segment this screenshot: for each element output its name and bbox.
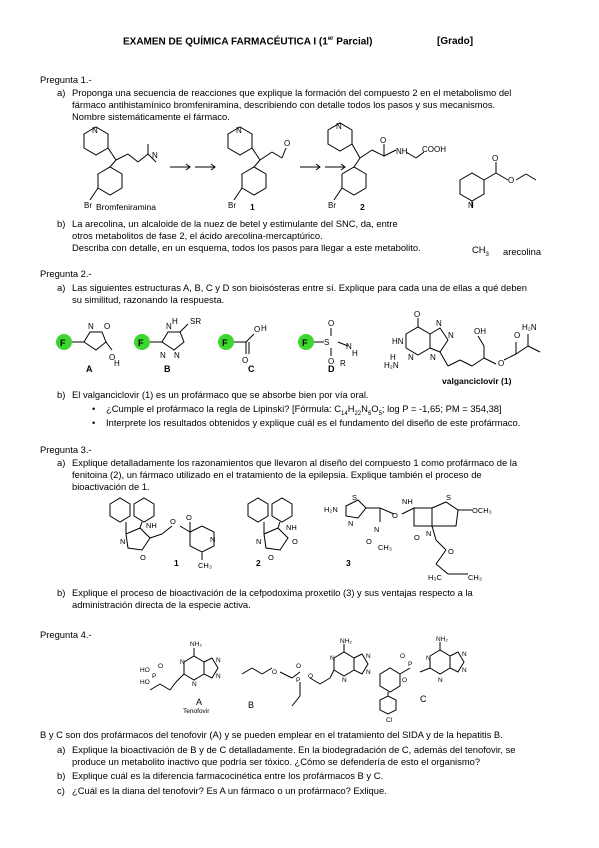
- svg-text:O: O: [392, 511, 398, 520]
- svg-text:H: H: [114, 359, 120, 368]
- q2-b-line: El valganciclovir (1) es un profármaco que se absorbe bien por vía oral.: [72, 389, 369, 400]
- structure-c: [234, 334, 254, 354]
- compound-3-structure: [346, 500, 472, 574]
- svg-text:N: N: [430, 353, 436, 362]
- svg-text:O: O: [492, 154, 499, 163]
- svg-text:H: H: [352, 349, 358, 358]
- svg-text:S: S: [352, 493, 358, 502]
- arecoline-label: arecolina: [503, 246, 542, 257]
- svg-text:H: H: [261, 324, 267, 333]
- q1-a-line-1: Proponga una secuencia de reacciones que explique la formación del compuesto 2 en el metabolismo del: [72, 87, 512, 98]
- q3-compound-1-label: 1: [174, 558, 179, 568]
- fluorine-highlights: [56, 334, 314, 350]
- svg-text:O: O: [498, 359, 505, 368]
- q4-label-c: C: [420, 694, 427, 704]
- svg-text:O: O: [448, 547, 454, 556]
- methyl-label: $CH_3$: [472, 244, 489, 258]
- svg-text:P: P: [408, 661, 413, 668]
- structure-d-label: D: [328, 364, 335, 374]
- svg-text:NH₂: NH₂: [436, 636, 448, 643]
- q4-b-line: Explique cuál es la diferencia farmacocinética entre los profármacos B y C.: [72, 770, 384, 781]
- svg-text:N: N: [426, 655, 431, 662]
- svg-text:O: O: [328, 319, 335, 328]
- svg-text:NH: NH: [402, 497, 413, 506]
- question-1-heading: Pregunta 1.-: [40, 74, 92, 85]
- compound-2-label: 2: [360, 202, 365, 212]
- svg-text:R: R: [340, 359, 346, 368]
- svg-text:N: N: [192, 681, 197, 688]
- svg-text:O: O: [296, 663, 302, 670]
- q3-b-marker: b): [57, 587, 66, 598]
- svg-text:N: N: [462, 651, 467, 658]
- q1-a-line-3: Nombre sistemáticamente el fármaco.: [72, 111, 230, 122]
- svg-text:O: O: [109, 353, 116, 362]
- svg-text:N: N: [438, 677, 443, 684]
- svg-text:O: O: [402, 677, 408, 684]
- q2-structures: [44, 308, 584, 388]
- svg-text:F: F: [138, 338, 144, 348]
- q3-a-line-1: Explique detalladamente los razonamientos que llevaron al diseño del compuesto 1 como profármaco de la: [72, 457, 518, 468]
- svg-text:NH₂: NH₂: [340, 638, 352, 645]
- q4-intro: B y C son dos profármacos del tenofovir (A) y se pueden emplear en el tratamiento del SIDA y de la hepatitis B.: [40, 729, 503, 740]
- svg-text:P: P: [296, 677, 301, 684]
- svg-text:Br: Br: [328, 201, 336, 210]
- svg-text:N: N: [448, 331, 454, 340]
- svg-text:H: H: [172, 317, 178, 326]
- svg-text:O: O: [400, 653, 406, 660]
- svg-text:F: F: [222, 338, 228, 348]
- svg-text:NH: NH: [146, 521, 157, 530]
- q3-a-line-2: fenitoina (2), un fármaco utilizado en el tratamiento de la epilepsia. Explique también el proceso de: [72, 469, 482, 480]
- svg-text:CH₃: CH₃: [378, 543, 392, 552]
- q3-compound-3-label: 3: [346, 558, 351, 568]
- q2-b-marker: b): [57, 389, 66, 400]
- svg-text:N: N: [336, 122, 342, 131]
- svg-text:N: N: [426, 529, 432, 538]
- svg-text:NH₂: NH₂: [190, 641, 202, 648]
- svg-text:OCH₃: OCH₃: [472, 506, 492, 515]
- svg-text:N: N: [216, 657, 221, 664]
- svg-text:O: O: [414, 310, 421, 319]
- exam-title: EXAMEN DE QUÍMICA FARMACÉUTICA I (1er Parcial): [123, 36, 373, 48]
- svg-text:Br: Br: [228, 201, 236, 210]
- q2-bullet-1-dot: •: [92, 403, 96, 414]
- svg-text:N: N: [210, 535, 216, 544]
- svg-text:N: N: [366, 669, 371, 676]
- q4-c-marker: c): [57, 785, 65, 796]
- svg-text:F: F: [60, 338, 66, 348]
- svg-text:O: O: [140, 553, 146, 562]
- svg-text:O: O: [366, 537, 372, 546]
- svg-text:Cl: Cl: [386, 717, 393, 724]
- svg-text:H₃C: H₃C: [428, 573, 442, 582]
- q4-b-marker: b): [57, 770, 66, 781]
- svg-text:H: H: [390, 353, 396, 362]
- svg-text:H₂N: H₂N: [522, 323, 537, 332]
- q1-b-line-2: otros metabolitos de fase 2, el ácido arecolina-mercaptúrico.: [72, 230, 323, 241]
- bromfeniramine-structure: [84, 127, 156, 200]
- svg-text:P: P: [152, 673, 157, 680]
- q4-label-a: A: [196, 697, 203, 707]
- svg-text:O: O: [328, 357, 335, 366]
- svg-text:O: O: [242, 356, 249, 365]
- svg-text:O: O: [514, 331, 521, 340]
- svg-text:N: N: [256, 537, 262, 546]
- compound-1-structure: [110, 498, 214, 560]
- q3-b-line-1: Explique el proceso de bioactivación de la cefpodoxima proxetilo (3) y sus ventajas respecto a la: [72, 587, 473, 598]
- q4-tenofovir-label: Tenofovir: [183, 708, 210, 715]
- svg-text:O: O: [308, 673, 314, 680]
- svg-text:SR: SR: [190, 317, 202, 326]
- question-3-heading: Pregunta 3.-: [40, 444, 92, 455]
- valganciclovir-label: valganciclovir (1): [442, 376, 512, 386]
- q3-a-marker: a): [57, 457, 66, 468]
- question-4-heading: Pregunta 4.-: [40, 629, 92, 640]
- question-2-heading: Pregunta 2.-: [40, 268, 92, 279]
- svg-text:N: N: [166, 322, 172, 331]
- structure-a: [72, 332, 112, 350]
- q4-a-line-1: Explique la bioactivación de B y de C detalladamente. En la biodegradación de C, además del tenofovir, se: [72, 744, 516, 755]
- svg-text:Br: Br: [84, 201, 92, 210]
- q1-a-marker: a): [57, 87, 66, 98]
- structure-a-label: A: [86, 364, 93, 374]
- svg-text:N: N: [160, 351, 166, 360]
- svg-text:O: O: [414, 533, 420, 542]
- svg-text:HO: HO: [140, 667, 150, 674]
- svg-text:CH₃: CH₃: [468, 573, 482, 582]
- svg-text:O: O: [272, 669, 278, 676]
- svg-text:N: N: [462, 667, 467, 674]
- svg-text:O: O: [170, 517, 176, 526]
- svg-text:O: O: [104, 322, 111, 331]
- q2-a-line-2: su similitud, razonando la respuesta.: [72, 294, 225, 305]
- q1-reaction-scheme: [60, 122, 580, 222]
- svg-text:N: N: [342, 677, 347, 684]
- svg-text:O: O: [186, 513, 192, 522]
- q2-bullet-2-dot: •: [92, 417, 96, 428]
- svg-text:N: N: [216, 673, 221, 680]
- svg-text:S: S: [446, 493, 452, 502]
- q4-label-b: B: [248, 700, 255, 710]
- svg-text:HN: HN: [392, 337, 404, 346]
- svg-text:N: N: [92, 126, 98, 135]
- svg-text:O: O: [254, 325, 261, 334]
- svg-text:N: N: [174, 351, 180, 360]
- q3-structures: [96, 494, 566, 590]
- q3-b-line-2: administración directa de la especie activa.: [72, 599, 251, 610]
- compound-1-label: 1: [250, 202, 255, 212]
- q4-a-marker: a): [57, 744, 66, 755]
- q3-a-line-3: bioactivación de 1.: [72, 481, 150, 492]
- q4-structures: [130, 636, 470, 724]
- bromfeniramine-label: Bromfeniramina: [96, 202, 156, 212]
- svg-text:O: O: [380, 136, 387, 145]
- svg-text:H₂N: H₂N: [384, 361, 399, 370]
- svg-text:HO: HO: [140, 679, 150, 686]
- q2-a-marker: a): [57, 282, 66, 293]
- svg-text:NH: NH: [396, 147, 408, 156]
- grado-label: [Grado]: [437, 36, 474, 47]
- q1-a-line-2: fármaco antihistamínico bromfeniramina, describiendo con detalle todos los pasos y sus mecanismos.: [72, 99, 496, 110]
- q4-c-line: ¿Cuál es la diana del tenofovir? Es A un fármaco o un profármaco? Exlique.: [72, 785, 387, 796]
- svg-text:COOH: COOH: [422, 145, 446, 154]
- svg-text:N: N: [180, 659, 185, 666]
- svg-text:NH: NH: [286, 523, 297, 532]
- valganciclovir-structure: [406, 318, 540, 366]
- structure-c-label: C: [248, 364, 255, 374]
- svg-text:N: N: [374, 525, 380, 534]
- compound-1-structure: [228, 127, 286, 200]
- svg-text:N: N: [436, 319, 442, 328]
- q3-compound-2-label: 2: [256, 558, 261, 568]
- svg-text:N: N: [120, 537, 126, 546]
- svg-text:N: N: [236, 126, 242, 135]
- svg-text:N: N: [152, 151, 158, 160]
- svg-text:F: F: [302, 338, 308, 348]
- svg-text:N: N: [468, 201, 474, 210]
- svg-text:CH₃: CH₃: [198, 561, 212, 570]
- structure-b-label: B: [164, 364, 171, 374]
- q1-b-marker: b): [57, 218, 66, 229]
- svg-text:N: N: [330, 655, 335, 662]
- q4-a-line-2: produce un metabolito inactivo que podría ser tóxico. ¿Cómo se defendería de esto el organismo?: [72, 756, 481, 767]
- svg-text:H₂N: H₂N: [324, 505, 338, 514]
- q2-a-line-1: Las siguientes estructuras A, B, C y D son bioisósteras entre sí. Explique para cada una de ellas a qué deben: [72, 282, 527, 293]
- svg-text:O: O: [158, 663, 164, 670]
- svg-text:N: N: [408, 353, 414, 362]
- q1-b-line-1: La arecolina, un alcaloide de la nuez de betel y estimulante del SNC, da, entre: [72, 218, 398, 229]
- svg-text:O: O: [268, 553, 274, 562]
- structure-d: [314, 328, 348, 356]
- svg-text:N: N: [346, 342, 352, 351]
- svg-text:N: N: [366, 653, 371, 660]
- svg-text:O: O: [284, 139, 291, 148]
- svg-text:O: O: [292, 537, 298, 546]
- q2-bullet-2: Interprete los resultados obtenidos y explique cuál es el fundamento del diseño de este profármaco.: [106, 417, 521, 428]
- prodrug-b-structure: [242, 644, 368, 706]
- svg-text:OH: OH: [474, 327, 486, 336]
- svg-text:S: S: [324, 338, 330, 347]
- svg-text:N: N: [88, 322, 94, 331]
- svg-text:N: N: [348, 519, 354, 528]
- q1-b-line-3: Describa con detalle, en un esquema, todos los pasos para llegar a este metabolito.: [72, 242, 421, 253]
- compound-2-structure: [328, 123, 424, 200]
- q2-bullet-1: ¿Cumple el profármaco la regla de Lipinski? [Fórmula: $C_{14}H_{22}N_6O_5$; log P = -1,65; PM = 354,38]: [106, 403, 502, 417]
- svg-text:O: O: [508, 176, 515, 185]
